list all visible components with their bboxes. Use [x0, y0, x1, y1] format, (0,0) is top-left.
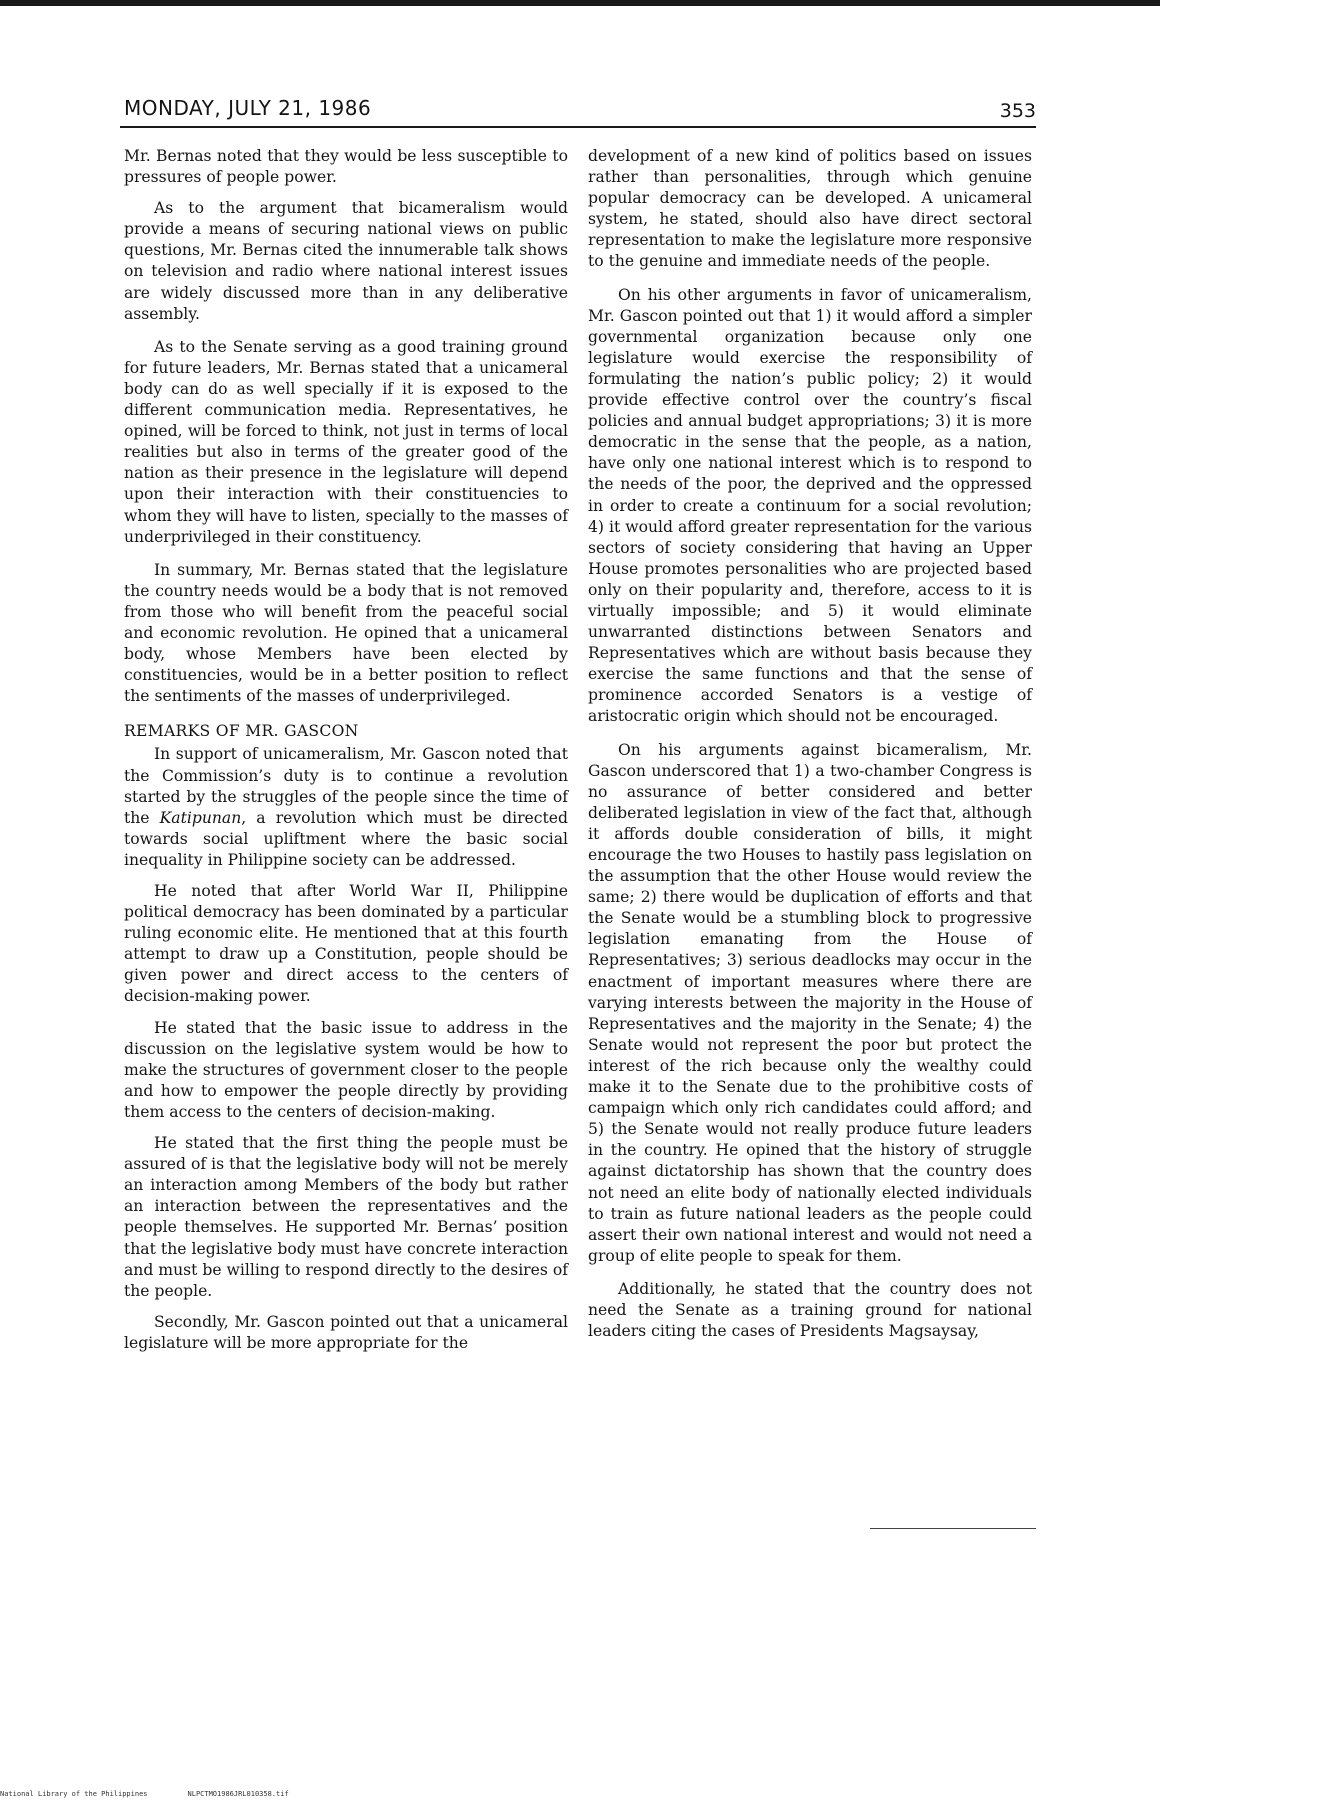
paragraph: On his arguments against bicameralism, Mr. Gascon underscored that 1) a two-chamber Congress is no assurance of better considered and better deliberated legislation in view of the fact that, although it affords double consideration of bills, it might encourage the two Houses to hastily pass legislation on the assumption that the other House would review the same; 2) there would be duplication of efforts and that the Senate would be a stumbling block to progressive legislation emanating from the House of Representatives; 3) serious deadlocks may occur in the enactment of important measures where there are varying interests between the majority in the House of Representatives and the majority in the Senate; 4) the Senate would not represent the poor but protect the interest of the rich because only the wealthy could make it to the Senate due to the prohibitive costs of campaign which only rich candidates could afford; and 5) the Senate would not really produce future leaders in the country. He opined that the history of struggle against dictatorship has shown that the country does not need an elite body of nationally elected individuals to train as future national leaders as the people could assert their own national interest and would not need a group of elite people to speak for them.	[588, 740, 1032, 1265]
italic-term: Katipunan	[159, 808, 242, 827]
paragraph: On his other arguments in favor of unicameralism, Mr. Gascon pointed out that 1) it would afford a simpler governmental organization because only one legislature would exercise the responsibility of formulating the nation’s public policy; 2) it would provide effective control over the country’s fiscal policies and annual budget appropriations; 3) it is more democratic in the sense that the people, as a nation, have only one national interest which is to respond to the needs of the poor, the deprived and the oppressed in order to create a continuum for a social revolution; 4) it would afford greater representation for the various sectors of society considering that having an Upper House promotes personalities who are projected based only on their popularity and, therefore, access to it is virtually impossible; and 5) it would eliminate unwarranted distinctions between Senators and Representatives which are without basis because they exercise the same functions and that the sense of prominence accorded Senators is a vestige of aristocratic origin which should not be encouraged.	[588, 285, 1032, 726]
paragraph-text: , a revolution which must be directed towards social upliftment where the basic social inequality in Philippine society can be addressed.	[124, 808, 568, 869]
paragraph: Secondly, Mr. Gascon pointed out that a unicameral legislature will be more appropriate for the	[124, 1312, 568, 1352]
header-date: MONDAY, JULY 21, 1986	[124, 96, 372, 120]
paragraph: He stated that the first thing the people must be assured of is that the legislative body will not be merely an interaction among Members of the body but rather an interaction between the representatives and the people themselves. He supported Mr. Bernas’ position that the legislative body must have concrete interaction and must be willing to respond directly to the desires of the people.	[124, 1134, 568, 1300]
paragraph-text: In support of unicameralism, Mr. Gascon noted that the Commission’s duty is to continue a revolution started by the struggles of the people since the time of the	[124, 745, 568, 827]
paragraph: He noted that after World War II, Philippine political democracy has been dominated by a particular ruling economic elite. He mentioned that at this fourth attempt to draw up a Constitution, people should be given power and direct access to the centers of decision-making power.	[124, 882, 568, 1006]
paragraph: Additionally, he stated that the country does not need the Senate as a training ground for national leaders citing the cases of Presidents Magsaysay,	[588, 1279, 1032, 1341]
page-header	[124, 96, 1036, 130]
file-id: NLPCTMO1986JRL010358.tif	[187, 1790, 289, 1798]
paragraph: As to the Senate serving as a good training ground for future leaders, Mr. Bernas stated that a unicameral body can do as well specially if it is exposed to the different communication media. Representatives, he opined, will be forced to think, not just in terms of local realities but also in terms of the greater good of the nation as their presence in the legislature will depend upon their interaction with their constituencies to whom they will have to listen, specially to the masses of underprivileged in their constituency.	[124, 337, 568, 546]
paragraph: As to the argument that bicameralism would provide a means of securing national views on public questions, Mr. Bernas cited the innumerable talk shows on television and radio where national interest issues are widely discussed more than in any deliberative assembly.	[124, 199, 568, 323]
bottom-rule	[870, 1528, 1036, 1529]
header-rule	[120, 126, 1036, 128]
library-name: National Library of the Philippines	[0, 1790, 148, 1798]
paragraph: Mr. Bernas noted that they would be less susceptible to pressures of people power.	[124, 147, 568, 187]
page-number: 353	[999, 100, 1036, 122]
right-column	[588, 146, 1032, 1352]
top-scan-rule	[0, 0, 1160, 6]
paragraph: development of a new kind of politics based on issues rather than personalities, through which genuine popular democracy can be developed. A unicameral system, he stated, should also have direct sectoral representation to make the legislature more responsive to the genuine and immediate needs of the people.	[588, 147, 1032, 271]
scan-footer	[0, 1790, 329, 1798]
left-column	[124, 146, 568, 1364]
paragraph	[124, 744, 568, 871]
section-heading: REMARKS OF MR. GASCON	[124, 722, 359, 741]
paragraph: In summary, Mr. Bernas stated that the legislature the country needs would be a body that is not removed from those who will benefit from the peaceful social and economic revolution. He opined that a unicameral body, whose Members have been elected by constituencies, would be in a better position to reflect the sentiments of the masses of underprivileged.	[124, 560, 568, 706]
paragraph: He stated that the basic issue to address in the discussion on the legislative system would be how to make the structures of government closer to the people and how to empower the people directly by providing them access to the centers of decision-making.	[124, 1018, 568, 1121]
